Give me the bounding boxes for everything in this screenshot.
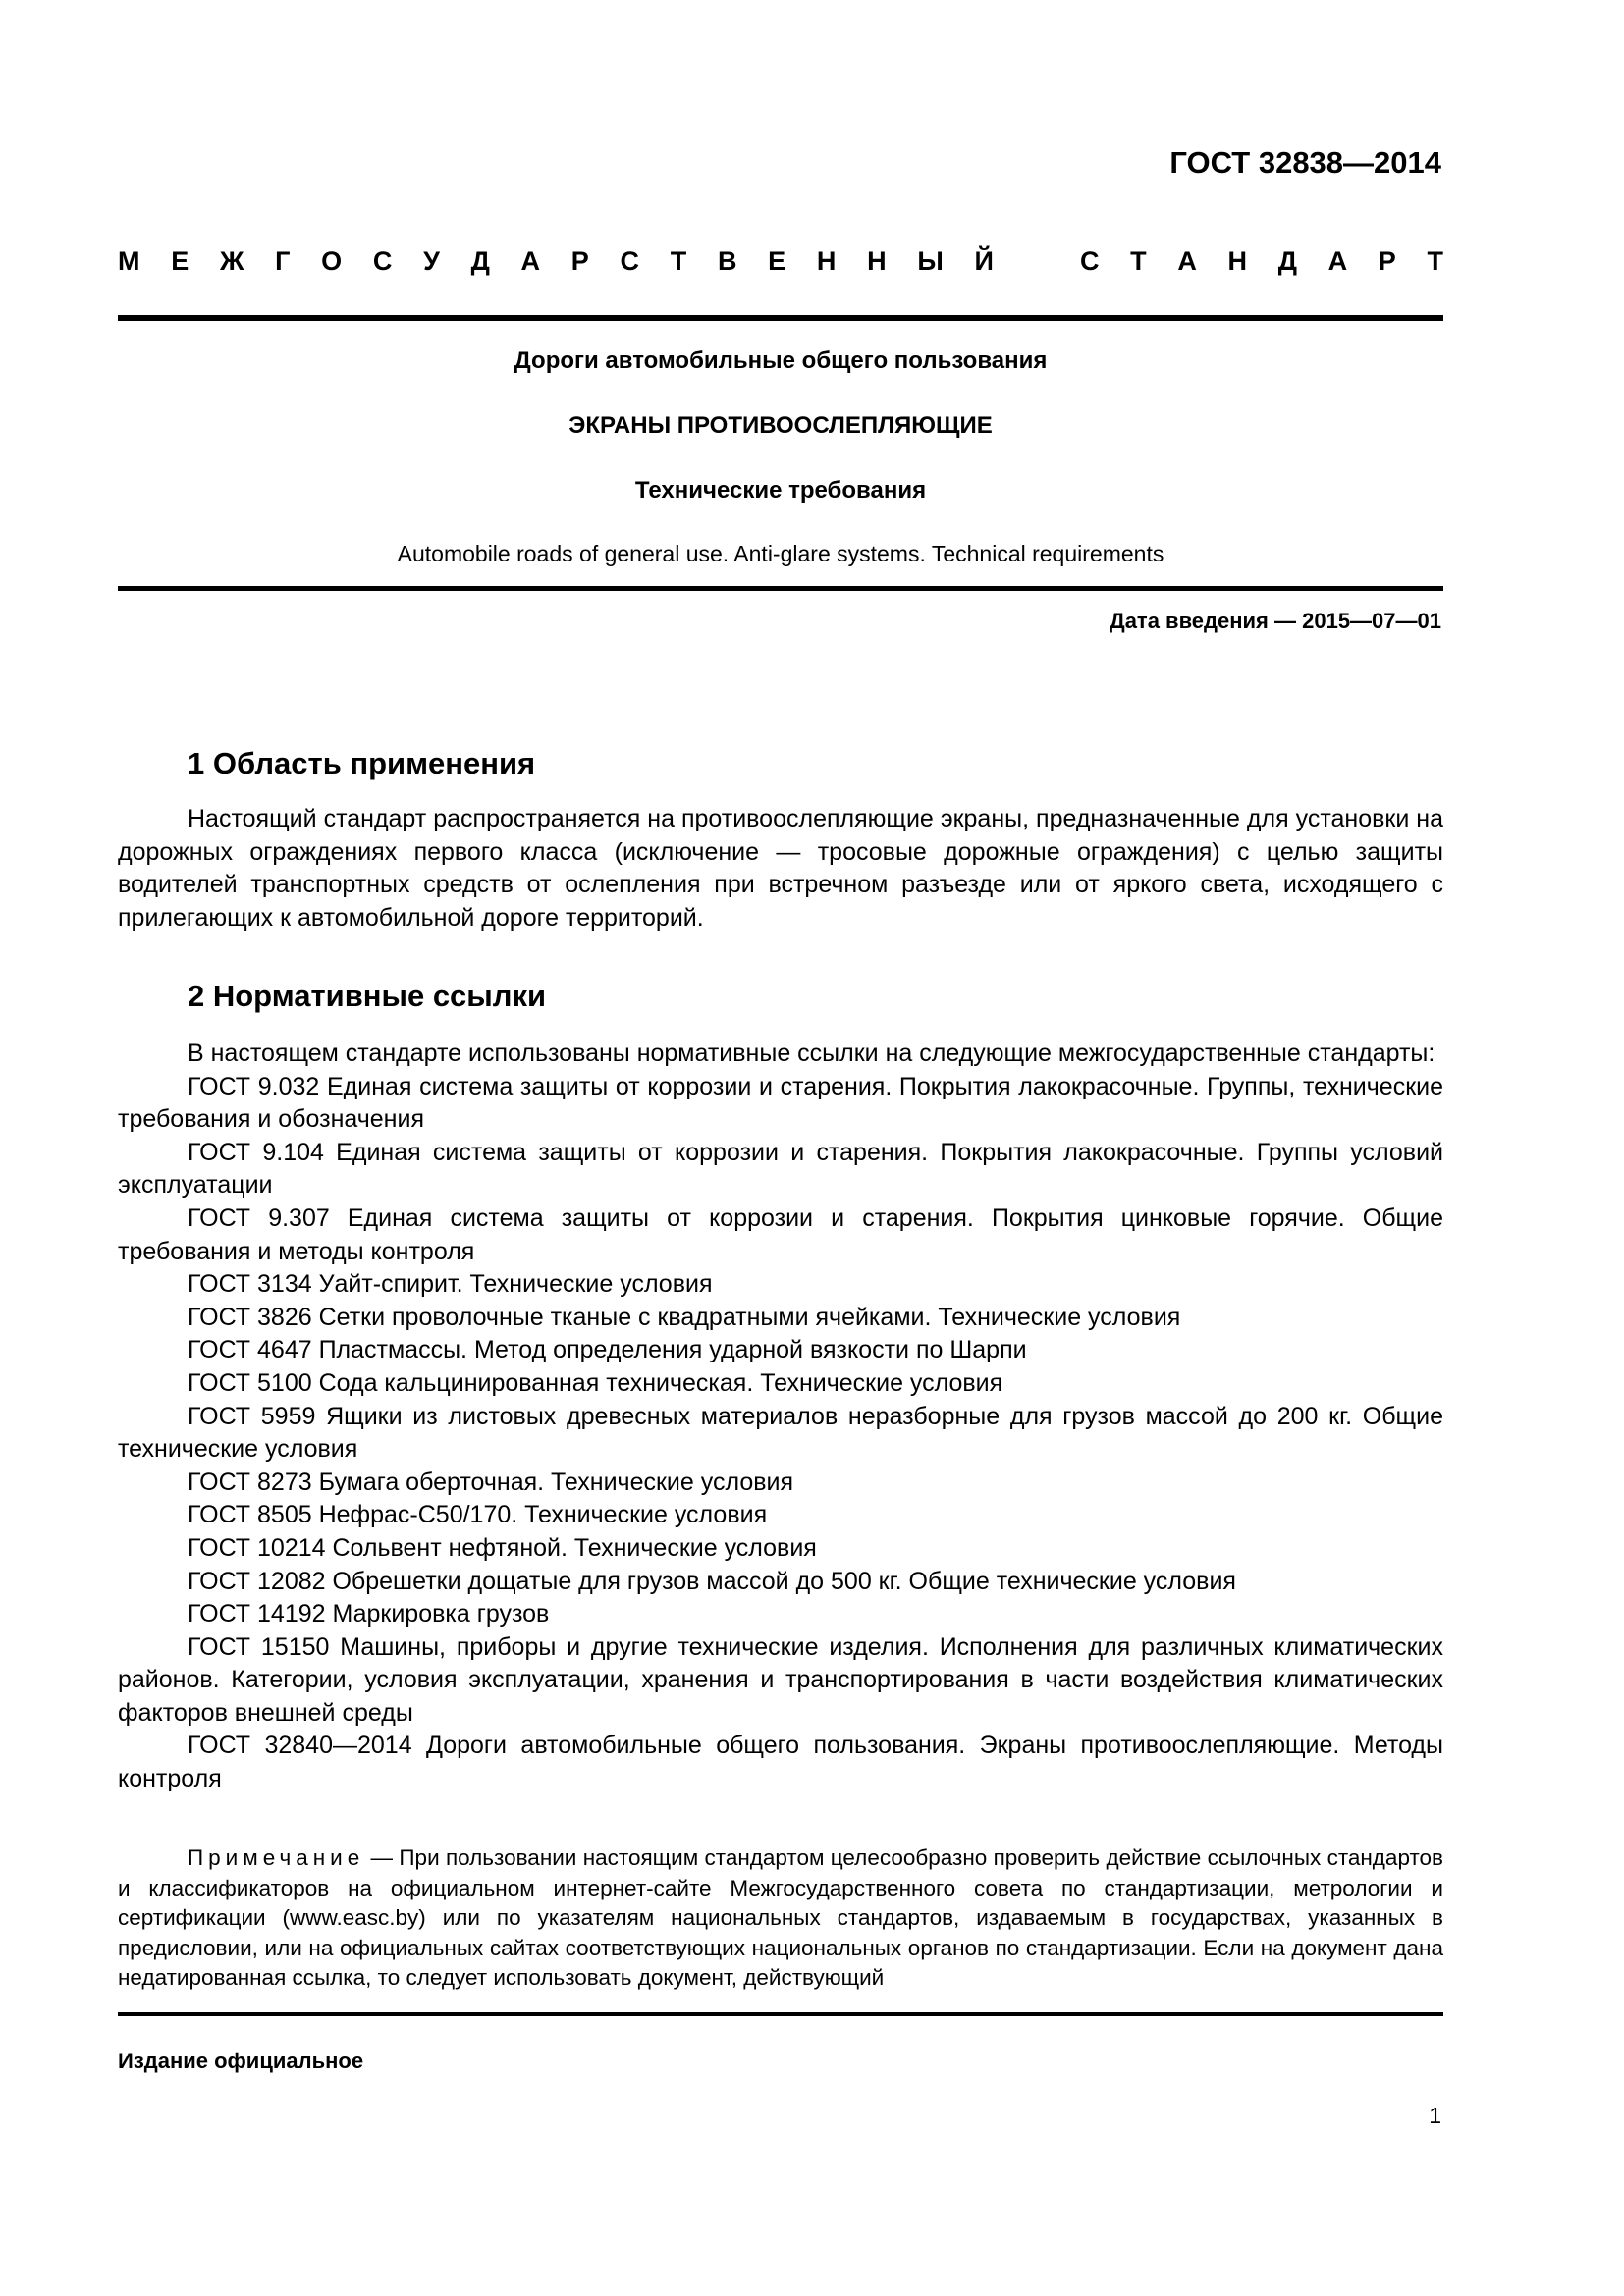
kind-word-standard: С Т А Н Д А Р Т: [1080, 246, 1443, 276]
reference-item: ГОСТ 4647 Пластмассы. Метод определения ударной вязкости по Шарпи: [188, 1336, 1027, 1364]
references-list: [118, 1038, 1443, 1796]
document-kind: [118, 246, 1443, 286]
reference-item: ГОСТ 3826 Сетки проволочные тканые с квадратными ячейками. Технические условия: [188, 1303, 1181, 1331]
title-line-1: Дороги автомобильные общего пользования: [514, 347, 1048, 374]
footer-rule: [118, 2012, 1443, 2016]
header-rule: [118, 315, 1443, 321]
kind-word-interstate: М Е Ж Г О С У Д А Р С Т В Е Н Н Ы Й: [118, 246, 994, 276]
reference-item: ГОСТ 14192 Маркировка грузов: [188, 1600, 550, 1629]
document-id: ГОСТ 32838—2014: [1169, 145, 1441, 180]
references-intro: В настоящем стандарте использованы нормативные ссылки на следующие межгосударственные стандарты:: [188, 1040, 1435, 1067]
title-rule: [118, 586, 1443, 591]
reference-item: ГОСТ 8505 Нефрас-С50/170. Технические условия: [188, 1501, 768, 1529]
reference-item: ГОСТ 3134 Уайт-спирит. Технические условия: [188, 1270, 713, 1299]
title-line-3: Технические требования: [634, 477, 927, 504]
reference-item: ГОСТ 15150 Машины, приборы и другие технические изделия. Исполнения для различных климатических районов. Категории, условия эксплуатации, хранения и транспортирования в части воздействия климатических факторов внешней среды: [118, 1632, 1443, 1727]
reference-item: ГОСТ 9.307 Единая система защиты от коррозии и старения. Покрытия цинковые горячие. Общие требования и методы контроля: [118, 1203, 1443, 1265]
official-edition-label: Издание официальное: [118, 2049, 364, 2073]
note-label: Примечание: [188, 1845, 365, 1870]
page-number: 1: [1429, 2103, 1441, 2128]
note-text: — При пользовании настоящим стандартом целесообразно проверить действие ссылочных стандартов и классификаторов на официальном интернет-сайте Межгосударственного совета по стандартизации, метрологии и сертификации (www.easc.by) или по указателям национальных стандартов, издаваемым в государствах, указанных в предисловии, или на официальных сайтах соответствующих национальных органов по стандартизации. Если на документ дана недатированная ссылка, то следует использовать документ, действующий: [118, 1845, 1443, 1990]
reference-item: ГОСТ 5100 Сода кальцинированная техническая. Технические условия: [188, 1368, 1003, 1397]
title-line-2: ЭКРАНЫ ПРОТИВООСЛЕПЛЯЮЩИЕ: [568, 412, 993, 439]
reference-item: ГОСТ 12082 Обрешетки дощатые для грузов массой до 500 кг. Общие технические условия: [188, 1567, 1236, 1595]
reference-item: ГОСТ 8273 Бумага оберточная. Технические условия: [188, 1468, 794, 1496]
section-2-title: 2 Нормативные ссылки: [188, 979, 547, 1013]
title-english: Automobile roads of general use. Anti-glare systems. Technical requirements: [397, 541, 1164, 566]
reference-item: ГОСТ 32840—2014 Дороги автомобильные общего пользования. Экраны противоослепляющие. Методы контроля: [118, 1732, 1443, 1793]
note-paragraph: [118, 1843, 1443, 1994]
reference-item: ГОСТ 5959 Ящики из листовых древесных материалов неразборные для грузов массой до 200 кг. Общие технические условия: [118, 1402, 1443, 1464]
reference-item: ГОСТ 9.104 Единая система защиты от коррозии и старения. Покрытия лакокрасочные. Группы условий эксплуатации: [118, 1138, 1443, 1200]
introduction-date: Дата введения — 2015—07—01: [1110, 609, 1441, 633]
reference-item: ГОСТ 10214 Сольвент нефтяной. Технические условия: [188, 1533, 817, 1562]
section-1-text: Настоящий стандарт распространяется на противоослепляющие экраны, предназначенные для установки на дорожных ограждениях первого класса (исключение — тросовые дорожные ограждения) с целью защиты водителей транспортных средств от ослепления при встречном разъезде или от яркого света, исходящего с прилегающих к автомобильной дороге территорий.: [118, 805, 1443, 932]
section-1-title: 1 Область применения: [188, 746, 536, 780]
reference-item: ГОСТ 9.032 Единая система защиты от коррозии и старения. Покрытия лакокрасочные. Группы, технические требования и обозначения: [118, 1072, 1443, 1134]
